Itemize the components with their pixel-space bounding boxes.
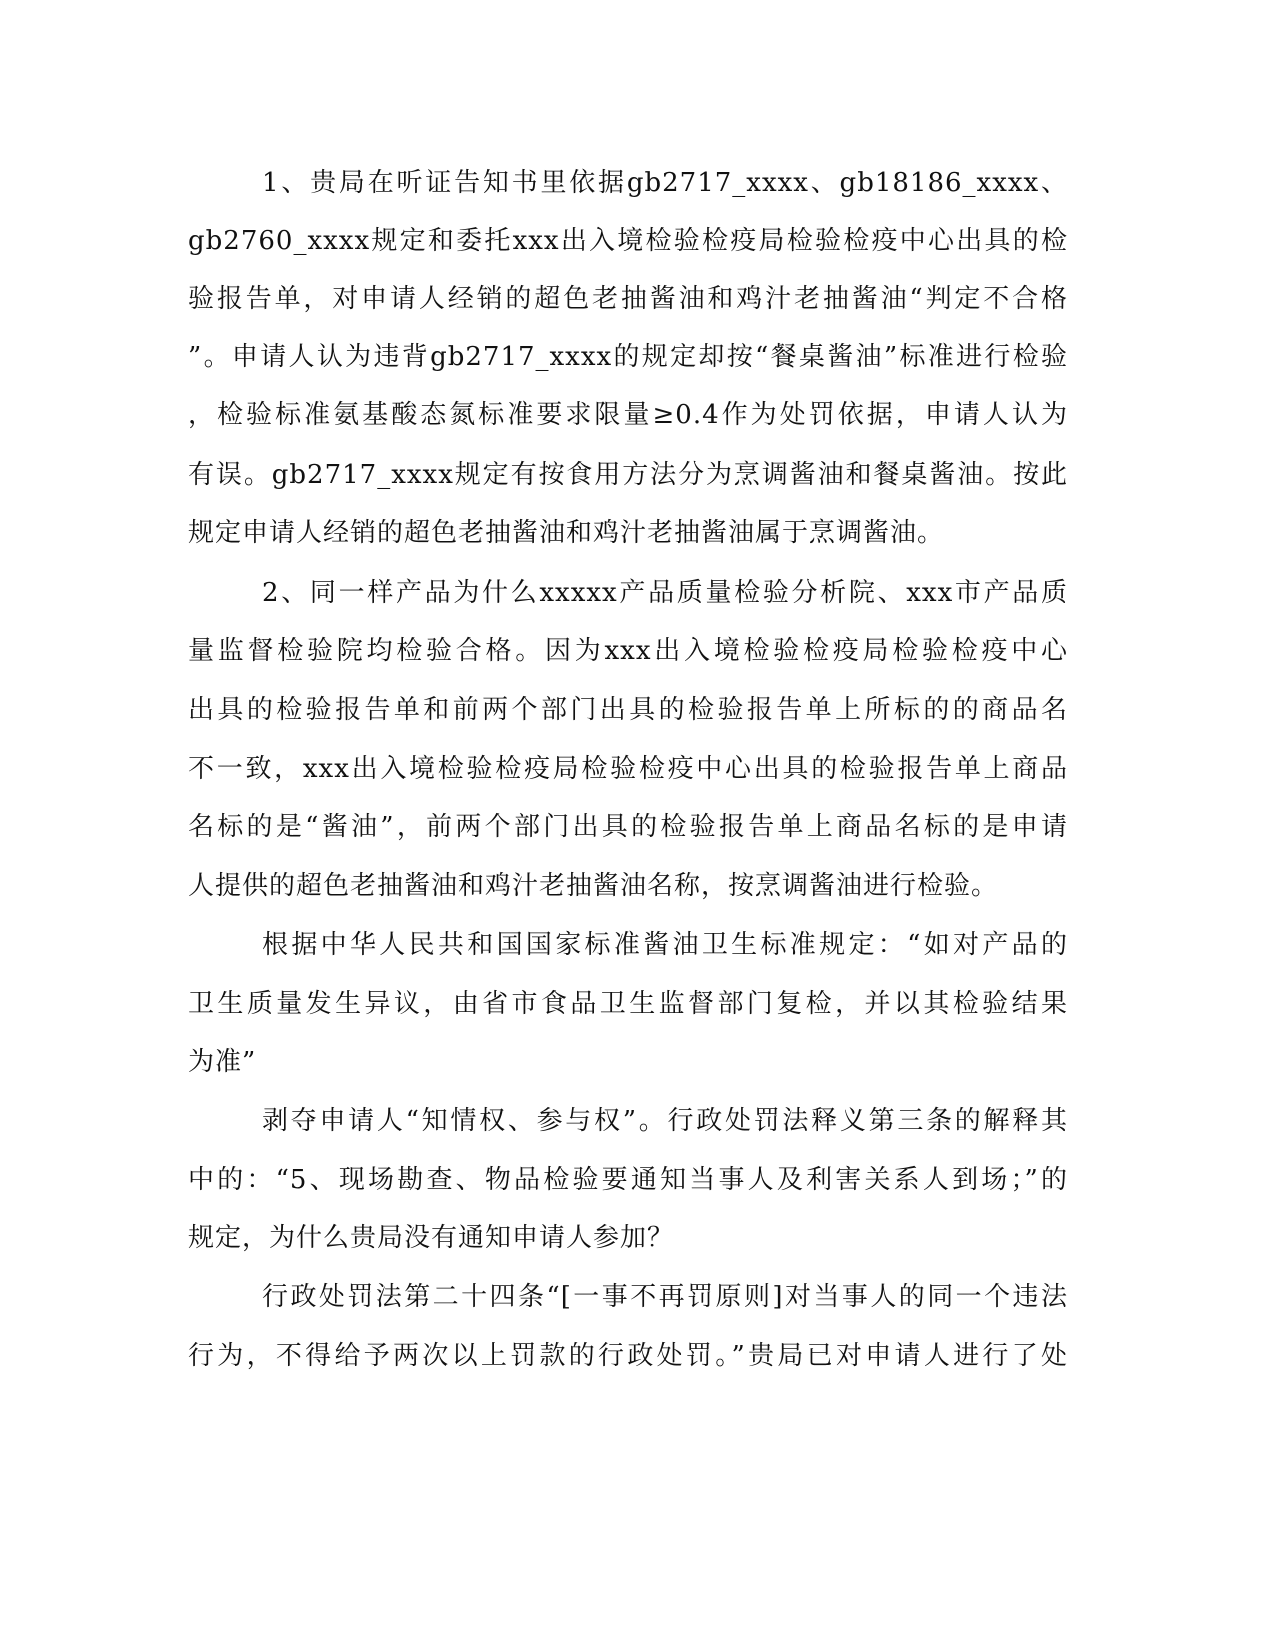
text-line: 剥夺申请人“知情权、参与权”。行政处罚法释义第三条的解释其	[262, 1106, 1068, 1136]
text-line: 验报告单，对申请人经销的超色老抽酱油和鸡汁老抽酱油“判定不合格	[188, 284, 1068, 314]
text-line: 出具的检验报告单和前两个部门出具的检验报告单上所标的的商品名	[188, 695, 1068, 725]
text-line: 为准”	[188, 1047, 257, 1077]
text-line: 人提供的超色老抽酱油和鸡汁老抽酱油名称，按烹调酱油进行检验。	[188, 871, 999, 901]
text-line: 卫生质量发生异议，由省市食品卫生监督部门复检，并以其检验结果	[188, 989, 1068, 1019]
text-line: 规定申请人经销的超色老抽酱油和鸡汁老抽酱油属于烹调酱油。	[188, 518, 945, 548]
text-line: 根据中华人民共和国国家标准酱油卫生标准规定：“如对产品的	[262, 930, 1068, 960]
text-line: ，检验标准氨基酸态氮标准要求限量≥0.4作为处罚依据，申请人认为	[188, 400, 1068, 430]
text-line: 不一致，xxx出入境检验检疫局检验检疫中心出具的检验报告单上商品	[188, 754, 1068, 784]
text-line: gb2760_xxxx规定和委托xxx出入境检验检疫局检验检疫中心出具的检	[188, 226, 1068, 256]
text-line: 有误。gb2717_xxxx规定有按食用方法分为烹调酱油和餐桌酱油。按此	[188, 460, 1068, 490]
text-line: ”。申请人认为违背gb2717_xxxx的规定却按“餐桌酱油”标准进行检验	[188, 342, 1068, 372]
text-line: 2、同一样产品为什么xxxxx产品质量检验分析院、xxx市产品质	[262, 578, 1068, 608]
text-line: 1、贵局在听证告知书里依据gb2717_xxxx、gb18186_xxxx、	[262, 168, 1068, 198]
text-line: 行为，不得给予两次以上罚款的行政处罚。”贵局已对申请人进行了处	[188, 1341, 1068, 1371]
text-line: 名标的是“酱油”，前两个部门出具的检验报告单上商品名标的是申请	[188, 812, 1068, 842]
text-line: 行政处罚法第二十四条“[一事不再罚原则]对当事人的同一个违法	[262, 1282, 1068, 1312]
text-line: 规定，为什么贵局没有通知申请人参加？	[188, 1223, 675, 1253]
text-line: 量监督检验院均检验合格。因为xxx出入境检验检疫局检验检疫中心	[188, 636, 1068, 666]
text-line: 中的：“5、现场勘查、物品检验要通知当事人及利害关系人到场；”的	[188, 1165, 1068, 1195]
